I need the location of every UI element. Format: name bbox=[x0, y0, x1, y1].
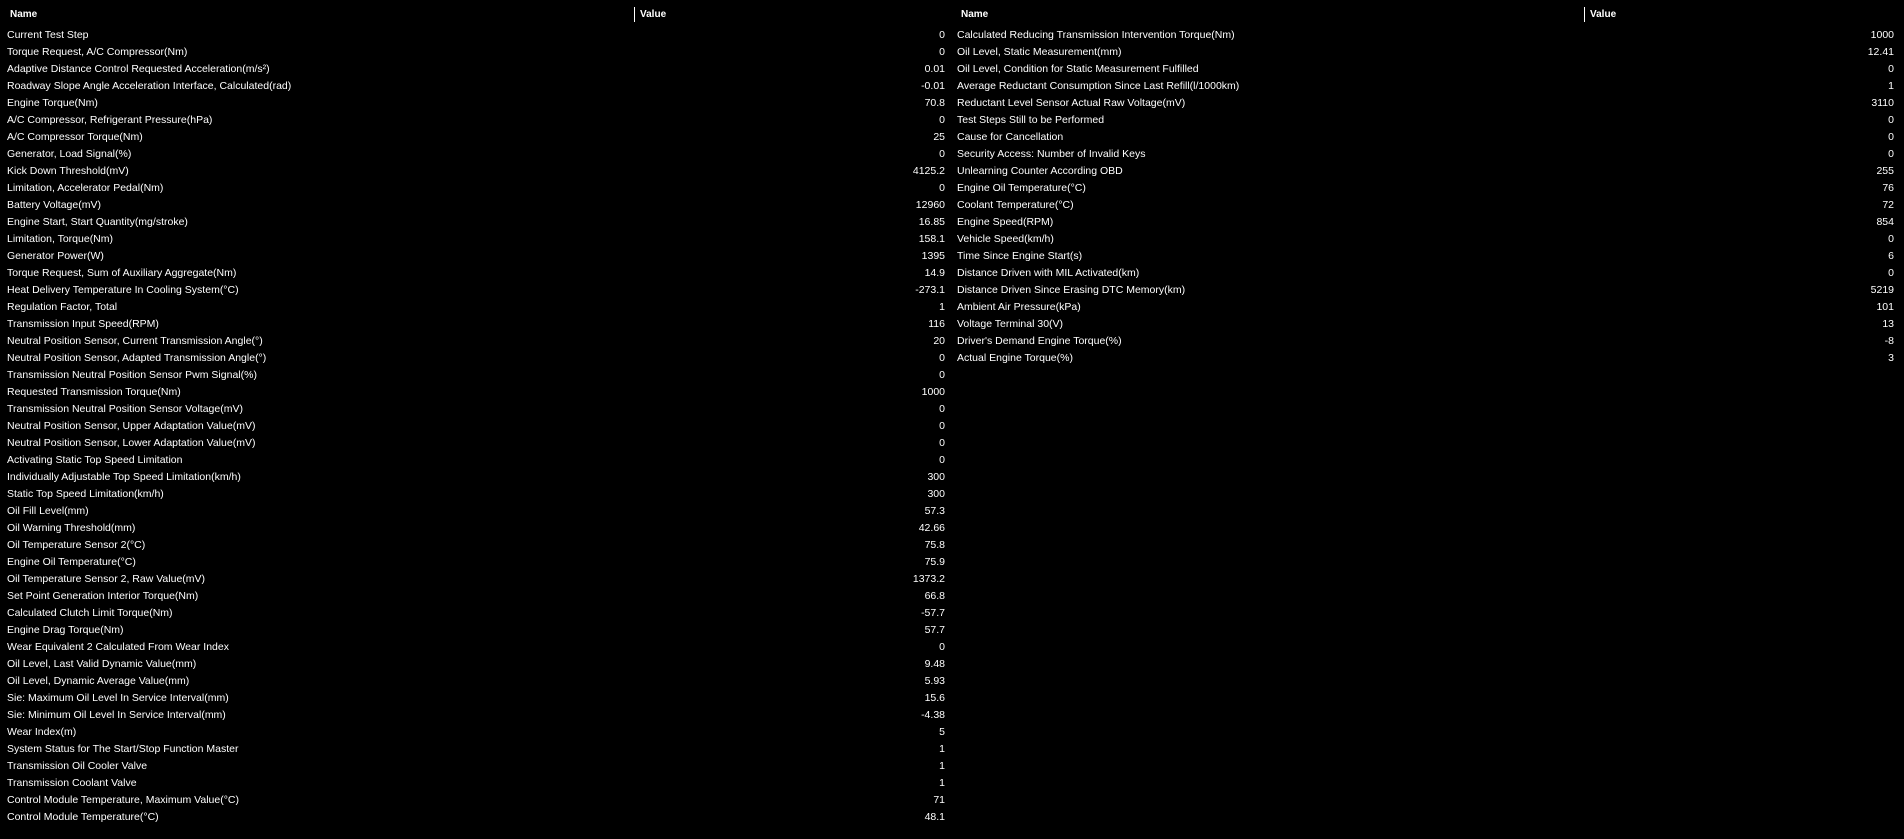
parameter-value: 854 bbox=[1876, 216, 1894, 228]
parameter-name: Activating Static Top Speed Limitation bbox=[7, 454, 183, 466]
table-row[interactable] bbox=[0, 248, 950, 265]
table-row[interactable] bbox=[0, 537, 950, 554]
right-data-table bbox=[950, 6, 1904, 367]
table-row[interactable] bbox=[0, 146, 950, 163]
parameter-name: Distance Driven Since Erasing DTC Memory(km) bbox=[957, 284, 1186, 296]
parameter-value: 5 bbox=[939, 726, 945, 738]
table-row[interactable] bbox=[0, 571, 950, 588]
parameter-value: -57.7 bbox=[921, 607, 945, 619]
parameter-value: 4125.2 bbox=[912, 165, 945, 177]
parameter-value: 1 bbox=[939, 743, 945, 755]
table-row[interactable] bbox=[0, 503, 950, 520]
column-resize-handle[interactable] bbox=[1584, 7, 1585, 22]
table-row[interactable] bbox=[950, 163, 1904, 180]
parameter-name: Oil Temperature Sensor 2, Raw Value(mV) bbox=[7, 573, 206, 585]
parameter-value: 57.3 bbox=[924, 505, 945, 517]
parameter-name: Sie: Maximum Oil Level In Service Interval(mm) bbox=[7, 692, 229, 704]
parameter-value: 1 bbox=[939, 760, 945, 772]
table-row[interactable] bbox=[0, 792, 950, 809]
value-column-header[interactable]: Value bbox=[1590, 9, 1617, 20]
name-column-header[interactable]: Name bbox=[10, 9, 38, 20]
parameter-name: Driver's Demand Engine Torque(%) bbox=[957, 335, 1122, 347]
parameter-value: 16.85 bbox=[918, 216, 945, 228]
parameter-value: 0 bbox=[939, 369, 945, 381]
parameter-name: Security Access: Number of Invalid Keys bbox=[957, 148, 1146, 160]
table-row[interactable] bbox=[0, 367, 950, 384]
parameter-value: 9.48 bbox=[924, 658, 945, 670]
parameter-value: 42.66 bbox=[918, 522, 945, 534]
parameter-name: Individually Adjustable Top Speed Limitation(km/h) bbox=[7, 471, 241, 483]
parameter-name: Actual Engine Torque(%) bbox=[957, 352, 1073, 364]
table-row[interactable] bbox=[950, 231, 1904, 248]
table-row[interactable] bbox=[0, 384, 950, 401]
parameter-name: Engine Oil Temperature(°C) bbox=[957, 182, 1086, 194]
parameter-name: Cause for Cancellation bbox=[957, 131, 1064, 143]
parameter-value: 0 bbox=[939, 352, 945, 364]
table-row[interactable] bbox=[950, 299, 1904, 316]
parameter-name: Calculated Reducing Transmission Intervention Torque(Nm) bbox=[957, 29, 1235, 41]
table-row[interactable] bbox=[950, 197, 1904, 214]
parameter-value: 0 bbox=[939, 148, 945, 160]
name-column-header[interactable]: Name bbox=[961, 9, 989, 20]
parameter-name: A/C Compressor, Refrigerant Pressure(hPa) bbox=[7, 114, 213, 126]
table-row[interactable] bbox=[0, 639, 950, 656]
parameter-value: 255 bbox=[1876, 165, 1894, 177]
parameter-value: 66.8 bbox=[924, 590, 945, 602]
parameter-value: 0 bbox=[939, 403, 945, 415]
parameter-value: 0.01 bbox=[924, 63, 945, 75]
parameter-value: 1 bbox=[939, 777, 945, 789]
parameter-name: Torque Request, Sum of Auxiliary Aggregate(Nm) bbox=[7, 267, 237, 279]
parameter-value: 0 bbox=[1888, 63, 1894, 75]
parameter-name: Limitation, Torque(Nm) bbox=[7, 233, 114, 245]
table-row[interactable] bbox=[0, 520, 950, 537]
parameter-name: Engine Drag Torque(Nm) bbox=[7, 624, 124, 636]
table-row[interactable] bbox=[0, 707, 950, 724]
table-row[interactable] bbox=[0, 129, 950, 146]
parameter-value: 3110 bbox=[1871, 97, 1894, 109]
table-row[interactable] bbox=[0, 180, 950, 197]
column-resize-handle[interactable] bbox=[634, 7, 635, 22]
parameter-name: Engine Speed(RPM) bbox=[957, 216, 1054, 228]
parameter-name: Neutral Position Sensor, Lower Adaptation Value(mV) bbox=[7, 437, 256, 449]
parameter-name: Control Module Temperature, Maximum Value(°C) bbox=[7, 794, 239, 806]
parameter-name: Adaptive Distance Control Requested Acceleration(m/s²) bbox=[7, 63, 270, 75]
table-row[interactable] bbox=[0, 452, 950, 469]
parameter-value: 0 bbox=[939, 29, 945, 41]
parameter-name: Oil Fill Level(mm) bbox=[7, 505, 89, 517]
table-row[interactable] bbox=[0, 112, 950, 129]
parameter-name: Neutral Position Sensor, Current Transmission Angle(°) bbox=[7, 335, 263, 347]
table-row[interactable] bbox=[950, 333, 1904, 350]
parameter-name: Average Reductant Consumption Since Last Refill(l/1000km) bbox=[957, 80, 1240, 92]
parameter-name: Oil Warning Threshold(mm) bbox=[7, 522, 136, 534]
parameter-value: 3 bbox=[1888, 352, 1894, 364]
parameter-value: 1373.2 bbox=[912, 573, 945, 585]
table-row[interactable] bbox=[0, 282, 950, 299]
parameter-value: 0 bbox=[1888, 267, 1894, 279]
table-row[interactable] bbox=[0, 809, 950, 826]
parameter-name: Oil Temperature Sensor 2(°C) bbox=[7, 539, 146, 551]
parameter-name: Heat Delivery Temperature In Cooling System(°C) bbox=[7, 284, 239, 296]
parameter-name: Battery Voltage(mV) bbox=[7, 199, 101, 211]
parameter-name: Engine Torque(Nm) bbox=[7, 97, 98, 109]
table-row[interactable] bbox=[950, 129, 1904, 146]
parameter-name: Reductant Level Sensor Actual Raw Voltage(mV) bbox=[957, 97, 1186, 109]
table-row[interactable] bbox=[0, 299, 950, 316]
parameter-value: 1395 bbox=[921, 250, 945, 262]
parameter-name: Voltage Terminal 30(V) bbox=[957, 318, 1064, 330]
parameter-value: 1000 bbox=[921, 386, 945, 398]
table-row[interactable] bbox=[950, 61, 1904, 78]
parameter-name: Neutral Position Sensor, Upper Adaptation Value(mV) bbox=[7, 420, 256, 432]
parameter-name: Test Steps Still to be Performed bbox=[957, 114, 1105, 126]
parameter-value: 300 bbox=[927, 488, 945, 500]
parameter-value: 14.9 bbox=[924, 267, 945, 279]
left-data-table bbox=[0, 6, 950, 826]
parameter-value: 75.8 bbox=[924, 539, 945, 551]
table-row[interactable] bbox=[0, 316, 950, 333]
parameter-name: Time Since Engine Start(s) bbox=[957, 250, 1083, 262]
table-row[interactable] bbox=[0, 656, 950, 673]
parameter-name: Calculated Clutch Limit Torque(Nm) bbox=[7, 607, 173, 619]
parameter-name: Transmission Oil Cooler Valve bbox=[7, 760, 148, 772]
parameter-name: Ambient Air Pressure(kPa) bbox=[957, 301, 1081, 313]
parameter-name: Control Module Temperature(°C) bbox=[7, 811, 159, 823]
table-row[interactable] bbox=[950, 78, 1904, 95]
parameter-value: 12960 bbox=[915, 199, 945, 211]
parameter-name: Engine Start, Start Quantity(mg/stroke) bbox=[7, 216, 188, 228]
parameter-name: Distance Driven with MIL Activated(km) bbox=[957, 267, 1140, 279]
table-row[interactable] bbox=[0, 61, 950, 78]
parameter-name: Wear Index(m) bbox=[7, 726, 77, 738]
parameter-value: 0 bbox=[1888, 131, 1894, 143]
table-row[interactable] bbox=[0, 95, 950, 112]
parameter-value: -4.38 bbox=[921, 709, 945, 721]
table-row[interactable] bbox=[0, 350, 950, 367]
table-row[interactable] bbox=[950, 112, 1904, 129]
parameter-value: 101 bbox=[1876, 301, 1894, 313]
parameter-value: 0 bbox=[939, 437, 945, 449]
parameter-name: Transmission Input Speed(RPM) bbox=[7, 318, 159, 330]
parameter-value: -8 bbox=[1884, 335, 1894, 347]
table-row[interactable] bbox=[0, 333, 950, 350]
parameter-value: 0 bbox=[939, 454, 945, 466]
parameter-value: 20 bbox=[933, 335, 945, 347]
parameter-name: Oil Level, Last Valid Dynamic Value(mm) bbox=[7, 658, 197, 670]
parameter-value: 158.1 bbox=[918, 233, 945, 245]
table-row[interactable] bbox=[950, 146, 1904, 163]
parameter-value: 0 bbox=[1888, 148, 1894, 160]
parameter-name: Transmission Neutral Position Sensor Pwm Signal(%) bbox=[7, 369, 257, 381]
table-row[interactable] bbox=[950, 214, 1904, 231]
table-row[interactable] bbox=[0, 724, 950, 741]
table-row[interactable] bbox=[0, 78, 950, 95]
parameter-name: System Status for The Start/Stop Function Master bbox=[7, 743, 239, 755]
parameter-value: 0 bbox=[1888, 233, 1894, 245]
parameter-name: Kick Down Threshold(mV) bbox=[7, 165, 129, 177]
parameter-value: 48.1 bbox=[924, 811, 945, 823]
table-row[interactable] bbox=[950, 316, 1904, 333]
parameter-name: Neutral Position Sensor, Adapted Transmission Angle(°) bbox=[7, 352, 267, 364]
table-row[interactable] bbox=[0, 401, 950, 418]
table-row[interactable] bbox=[950, 27, 1904, 44]
parameter-name: Transmission Coolant Valve bbox=[7, 777, 137, 789]
table-row[interactable] bbox=[0, 741, 950, 758]
table-row[interactable] bbox=[0, 758, 950, 775]
table-row[interactable] bbox=[0, 27, 950, 44]
parameter-value: 5219 bbox=[1870, 284, 1894, 296]
table-row[interactable] bbox=[950, 44, 1904, 61]
parameter-value: 0 bbox=[939, 114, 945, 126]
parameter-name: Limitation, Accelerator Pedal(Nm) bbox=[7, 182, 164, 194]
table-row[interactable] bbox=[0, 775, 950, 792]
parameter-name: Engine Oil Temperature(°C) bbox=[7, 556, 136, 568]
table-row[interactable] bbox=[950, 180, 1904, 197]
parameter-name: Wear Equivalent 2 Calculated From Wear Index bbox=[7, 641, 229, 653]
parameter-value: 15.6 bbox=[924, 692, 945, 704]
table-row[interactable] bbox=[0, 486, 950, 503]
parameter-name: Sie: Minimum Oil Level In Service Interval(mm) bbox=[7, 709, 226, 721]
parameter-name: Generator, Load Signal(%) bbox=[7, 148, 132, 160]
table-row[interactable] bbox=[0, 622, 950, 639]
parameter-name: Vehicle Speed(km/h) bbox=[957, 233, 1054, 245]
parameter-value: 5.93 bbox=[924, 675, 945, 687]
parameter-value: 13 bbox=[1882, 318, 1894, 330]
parameter-value: 25 bbox=[933, 131, 945, 143]
right-table-header bbox=[950, 6, 1904, 23]
parameter-name: Torque Request, A/C Compressor(Nm) bbox=[7, 46, 188, 58]
parameter-name: Set Point Generation Interior Torque(Nm) bbox=[7, 590, 199, 602]
parameter-value: 1 bbox=[1888, 80, 1894, 92]
parameter-value: 0 bbox=[939, 46, 945, 58]
parameter-name: Unlearning Counter According OBD bbox=[957, 165, 1123, 177]
parameter-name: Coolant Temperature(°C) bbox=[957, 199, 1074, 211]
right-table-body bbox=[950, 27, 1904, 367]
parameter-value: -273.1 bbox=[915, 284, 945, 296]
table-row[interactable] bbox=[0, 588, 950, 605]
parameter-name: Requested Transmission Torque(Nm) bbox=[7, 386, 181, 398]
table-row[interactable] bbox=[0, 469, 950, 486]
table-row[interactable] bbox=[0, 435, 950, 452]
table-row[interactable] bbox=[0, 605, 950, 622]
parameter-name: Oil Level, Static Measurement(mm) bbox=[957, 46, 1122, 58]
value-column-header[interactable]: Value bbox=[640, 9, 667, 20]
table-row[interactable] bbox=[0, 44, 950, 61]
parameter-name: Static Top Speed Limitation(km/h) bbox=[7, 488, 164, 500]
parameter-value: 0 bbox=[939, 420, 945, 432]
table-row[interactable] bbox=[950, 282, 1904, 299]
parameter-name: Regulation Factor, Total bbox=[7, 301, 118, 313]
table-row[interactable] bbox=[0, 690, 950, 707]
parameter-name: Current Test Step bbox=[7, 29, 89, 41]
parameter-value: 0 bbox=[1888, 114, 1894, 126]
table-row[interactable] bbox=[0, 265, 950, 282]
parameter-value: 72 bbox=[1882, 199, 1894, 211]
table-row[interactable] bbox=[950, 248, 1904, 265]
parameter-value: 0 bbox=[939, 641, 945, 653]
parameter-name: Oil Level, Condition for Static Measurement Fulfilled bbox=[957, 63, 1199, 75]
table-row[interactable] bbox=[0, 673, 950, 690]
left-table-body bbox=[0, 27, 950, 826]
parameter-value: 70.8 bbox=[924, 97, 945, 109]
parameter-name: Roadway Slope Angle Acceleration Interface, Calculated(rad) bbox=[7, 80, 292, 92]
parameter-value: 1000 bbox=[1870, 29, 1894, 41]
table-row[interactable] bbox=[0, 214, 950, 231]
parameter-value: 57.7 bbox=[924, 624, 945, 636]
parameter-name: Oil Level, Dynamic Average Value(mm) bbox=[7, 675, 190, 687]
parameter-value: 1 bbox=[939, 301, 945, 313]
parameter-name: Transmission Neutral Position Sensor Voltage(mV) bbox=[7, 403, 243, 415]
parameter-value: -0.01 bbox=[921, 80, 945, 92]
parameter-value: 6 bbox=[1888, 250, 1894, 262]
parameter-value: 75.9 bbox=[924, 556, 945, 568]
parameter-value: 0 bbox=[939, 182, 945, 194]
parameter-value: 71 bbox=[933, 794, 945, 806]
parameter-name: Generator Power(W) bbox=[7, 250, 104, 262]
table-row[interactable] bbox=[950, 350, 1904, 367]
left-table-header bbox=[0, 6, 950, 23]
table-row[interactable] bbox=[0, 197, 950, 214]
table-row[interactable] bbox=[0, 163, 950, 180]
parameter-value: 12.41 bbox=[1867, 46, 1894, 58]
parameter-value: 116 bbox=[928, 318, 945, 330]
table-row[interactable] bbox=[0, 418, 950, 435]
table-row[interactable] bbox=[950, 265, 1904, 282]
table-row[interactable] bbox=[950, 95, 1904, 112]
parameter-value: 300 bbox=[927, 471, 945, 483]
parameter-name: A/C Compressor Torque(Nm) bbox=[7, 131, 143, 143]
table-row[interactable] bbox=[0, 231, 950, 248]
table-row[interactable] bbox=[0, 554, 950, 571]
parameter-value: 76 bbox=[1882, 182, 1894, 194]
